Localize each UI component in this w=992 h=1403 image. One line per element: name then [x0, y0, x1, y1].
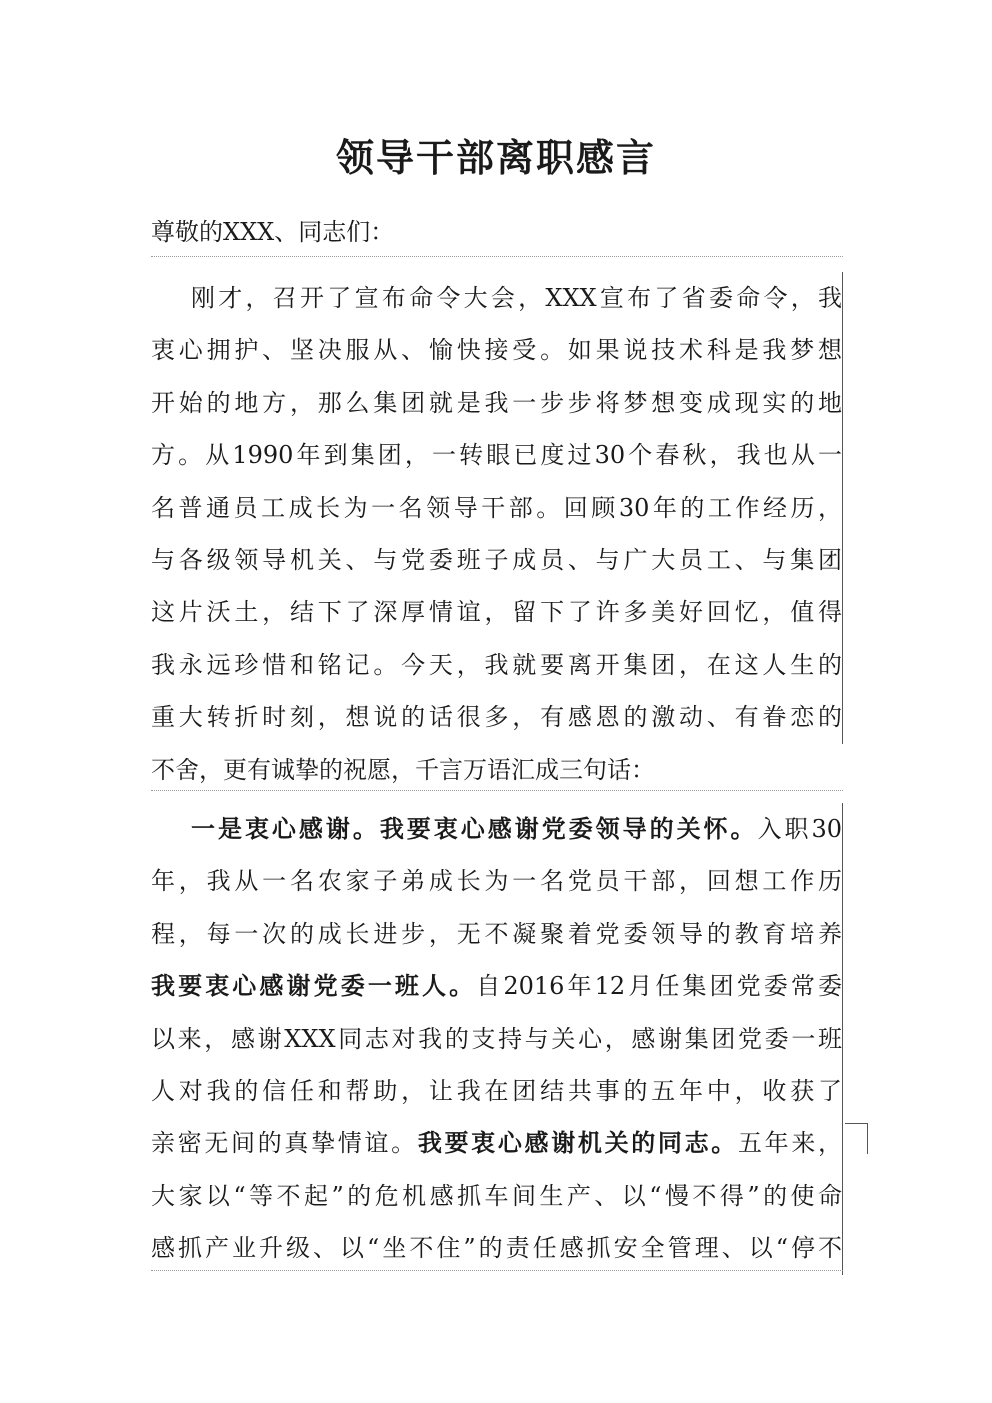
- bold-heading: 我要衷心感谢机关的同志。: [417, 1128, 738, 1158]
- paragraph-line: 衷心拥护、坚决服从、愉快接受。如果说技术科是我梦想: [151, 324, 843, 376]
- paragraph-line: 以来，感谢XXX同志对我的支持与关心，感谢集团党委一班: [151, 1013, 843, 1065]
- paragraph-line: 方。从1990年到集团，一转眼已度过30个春秋，我也从一: [151, 429, 843, 481]
- paragraph-2: [151, 803, 843, 1275]
- paragraph-line: [151, 1117, 843, 1169]
- paragraph-line: 我永远珍惜和铭记。今天，我就要离开集团，在这人生的: [151, 639, 843, 691]
- paragraph-1: [151, 272, 843, 796]
- document-title: 领导干部离职感言: [335, 135, 656, 180]
- paragraph-line: 感抓产业升级、以“坐不住”的责任感抓安全管理、以“停不: [151, 1222, 843, 1274]
- bold-heading: 一是衷心感谢。我要衷心感谢党委领导的关怀。: [191, 814, 758, 843]
- paragraph-line: 程，每一次的成长进步，无不凝聚着党委领导的教育培养: [151, 908, 843, 960]
- paragraph-line: 与各级领导机关、与党委班子成员、与广大员工、与集团: [151, 534, 843, 586]
- paragraph-line: [151, 960, 843, 1012]
- inline-text: 五年来，: [737, 1129, 843, 1158]
- divider-top: [151, 256, 843, 257]
- paragraph-line: [151, 803, 843, 855]
- paragraph-line: 人对我的信任和帮助，让我在团结共事的五年中，收获了: [151, 1065, 843, 1117]
- text-boundary-mark: [845, 1123, 868, 1154]
- inline-text: 自2016年12月任集团党委常委: [476, 972, 843, 1001]
- inline-text: 入职30: [757, 815, 842, 843]
- paragraph-line: 不舍，更有诚挚的祝愿，千言万语汇成三句话：: [151, 755, 655, 784]
- paragraph-line: 大家以“等不起”的危机感抓车间生产、以“慢不得”的使命: [151, 1170, 843, 1222]
- bold-heading: 我要衷心感谢党委一班人。: [151, 971, 477, 1001]
- paragraph-line: 年，我从一名农家子弟成长为一名党员干部，回想工作历: [151, 855, 843, 907]
- inline-text: 亲密无间的真挚情谊。: [151, 1129, 418, 1158]
- paragraph-line: 刚才，召开了宣布命令大会，XXX宣布了省委命令，我: [151, 272, 843, 324]
- paragraph-line: 重大转折时刻，想说的话很多，有感恩的激动、有眷恋的: [151, 691, 843, 743]
- paragraph-line: 名普通员工成长为一名领导干部。回顾30年的工作经历，: [151, 482, 843, 534]
- divider-middle: [151, 790, 843, 791]
- paragraph-line: 这片沃土，结下了深厚情谊，留下了许多美好回忆，值得: [151, 586, 843, 638]
- salutation: 尊敬的XXX、同志们：: [151, 218, 395, 246]
- divider-bottom: [151, 1270, 843, 1271]
- paragraph-line: 开始的地方，那么集团就是我一步步将梦想变成现实的地: [151, 377, 843, 429]
